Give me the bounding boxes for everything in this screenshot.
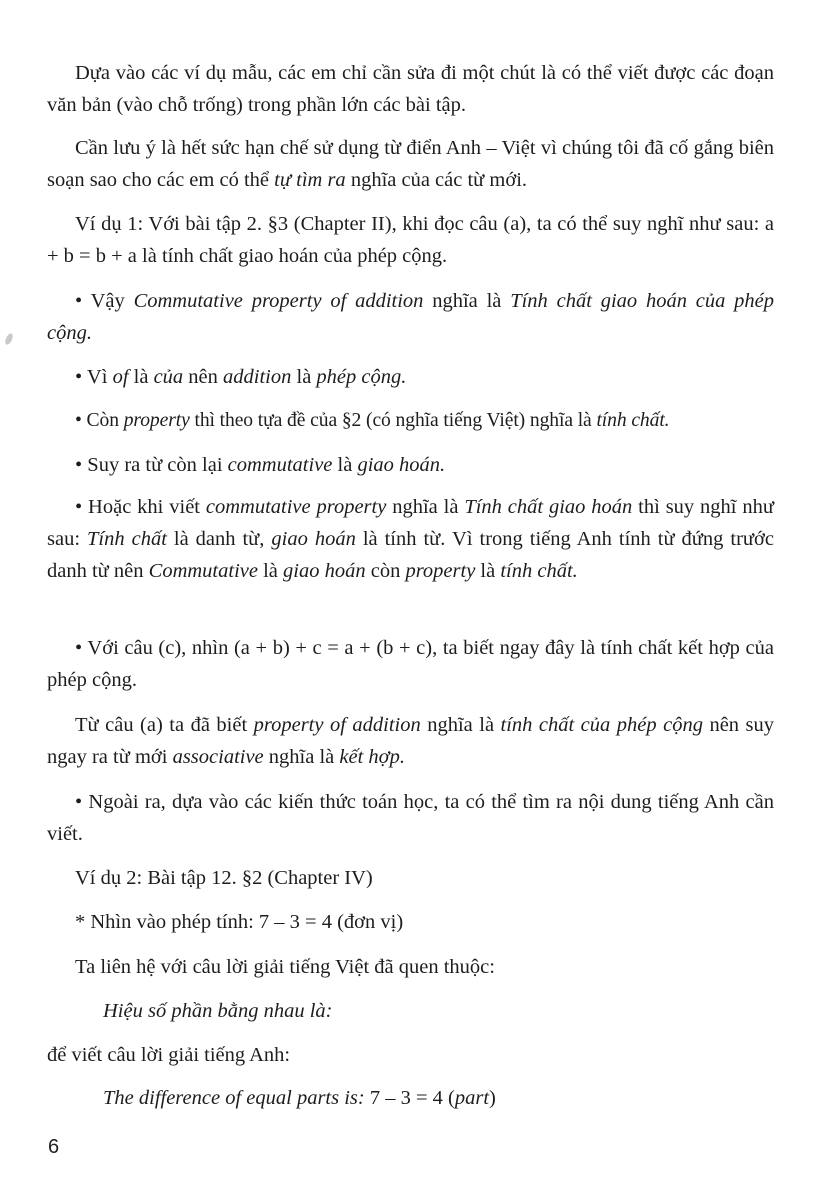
bullet-word-order (47, 491, 774, 587)
text-run: nghĩa là (423, 290, 511, 312)
bullet-commutative-property (47, 285, 774, 349)
example-vietnamese-sentence (103, 995, 773, 1027)
text-run: ) (489, 1087, 496, 1109)
emphasis-text: giao hoán (283, 560, 366, 582)
emphasis-text: tính chất. (596, 410, 670, 431)
paragraph-text: Dựa vào các ví dụ mẫu, các em chỉ cần sửa đi một chút là có thể viết được các đoạn văn bản (vào chỗ trống) trong phần lớn các bài tập. (47, 62, 774, 116)
emphasis-text: Commutative (148, 560, 258, 582)
text-run: là tính từ. Vì trong tiếng Anh tính từ đứng trước danh từ nên (47, 528, 774, 582)
text-run: • Hoặc khi viết (75, 496, 206, 518)
emphasis-text: property of addition (253, 714, 421, 736)
emphasis-text: giao hoán (271, 528, 356, 550)
paragraph-text: Ta liên hệ với câu lời giải tiếng Việt đã quen thuộc: (75, 956, 495, 978)
emphasis-text: part (454, 1087, 490, 1109)
text-run: nên suy ngay ra từ mới (47, 714, 775, 768)
paragraph-example-1 (47, 208, 774, 272)
text-run: Cần lưu ý là hết sức hạn chế sử dụng từ điển Anh – Việt vì chúng tôi đã cố gắng biên soạn sao cho các em có thể (47, 137, 774, 191)
emphasis-text: Tính chất giao hoán (464, 496, 633, 518)
emphasis-text: associative (172, 746, 264, 768)
page-number: 6 (48, 1136, 60, 1158)
emphasis-text: giao hoán. (357, 454, 446, 476)
emphasis-text: property (123, 410, 190, 431)
emphasis-text: Commutative property of addition (133, 290, 424, 312)
paragraph-english-answer (47, 1039, 774, 1071)
emphasis-text: Tính chất giao hoán của phép cộng. (47, 290, 775, 344)
text-run: nghĩa là (386, 496, 465, 518)
emphasis-text: The difference of equal parts is: (103, 1087, 365, 1109)
text-run: là (257, 560, 284, 582)
emphasis-text: kết hợp. (339, 746, 405, 768)
text-run: là (475, 560, 501, 582)
bullet-associative (47, 632, 774, 696)
text-run: 7 – 3 = 4 ( (364, 1087, 455, 1109)
emphasis-text: tự tìm ra (274, 169, 346, 191)
emphasis-text: property (405, 560, 476, 582)
paragraph-vietnamese-answer (47, 951, 774, 983)
bullet-of-addition (47, 361, 774, 393)
emphasis-text: commutative property (205, 496, 387, 518)
emphasis-text: tính chất của phép cộng (500, 714, 703, 736)
paper-speck (4, 332, 15, 345)
text-run: • Còn (75, 410, 124, 431)
text-run: nghĩa là (263, 746, 340, 768)
text-run: nên (183, 366, 224, 388)
paragraph-text: Ví dụ 1: Với bài tập 2. §3 (Chapter II), khi đọc câu (a), ta có thể suy nghĩ như sau: a + b = b + a là tính chất giao hoán của phép cộng. (47, 213, 774, 267)
text-run: thì theo tựa đề của §2 (có nghĩa tiếng Việt) nghĩa là (189, 410, 597, 431)
paragraph-calculation (47, 906, 774, 938)
text-run: là (291, 366, 317, 388)
text-run: là (332, 454, 358, 476)
emphasis-text: Tính chất (87, 528, 167, 550)
bullet-math-knowledge (47, 786, 774, 850)
bullet-property (47, 405, 774, 437)
text-run: nghĩa là (420, 714, 501, 736)
paragraph-dictionary-note (47, 132, 774, 196)
paragraph-text: để viết câu lời giải tiếng Anh: (47, 1044, 291, 1066)
paragraph-text: Ví dụ 2: Bài tập 12. §2 (Chapter IV) (75, 867, 373, 889)
text-run: Từ câu (a) ta đã biết (75, 714, 254, 736)
paragraph-intro (47, 57, 774, 121)
text-run: • Suy ra từ còn lại (75, 454, 228, 476)
paragraph-text: * Nhìn vào phép tính: 7 – 3 = 4 (đơn vị) (75, 911, 404, 933)
bullet-commutative (47, 449, 774, 481)
text-run: là (128, 366, 154, 388)
text-run: • Vậy (75, 290, 134, 312)
emphasis-text: Hiệu số phần bằng nhau là: (103, 1000, 333, 1022)
text-run: còn (365, 560, 406, 582)
paragraph-associative-meaning (47, 709, 774, 773)
text-run: • Vì (75, 366, 113, 388)
text-run: nghĩa của các từ mới. (345, 169, 528, 191)
paragraph-text: • Với câu (c), nhìn (a + b) + c = a + (b + c), ta biết ngay đây là tính chất kết hợp của phép cộng. (47, 637, 774, 691)
emphasis-text: của (153, 366, 184, 388)
emphasis-text: addition (223, 366, 292, 388)
emphasis-text: commutative (227, 454, 333, 476)
text-run: thì suy nghĩ như sau: (47, 496, 774, 550)
paragraph-example-2 (47, 862, 774, 894)
example-english-sentence (103, 1082, 773, 1114)
emphasis-text: phép cộng. (316, 366, 407, 388)
emphasis-text: of (112, 366, 129, 388)
emphasis-text: tính chất. (500, 560, 578, 582)
text-run: là danh từ, (166, 528, 272, 550)
paragraph-text: • Ngoài ra, dựa vào các kiến thức toán học, ta có thể tìm ra nội dung tiếng Anh cần viết. (47, 791, 774, 845)
